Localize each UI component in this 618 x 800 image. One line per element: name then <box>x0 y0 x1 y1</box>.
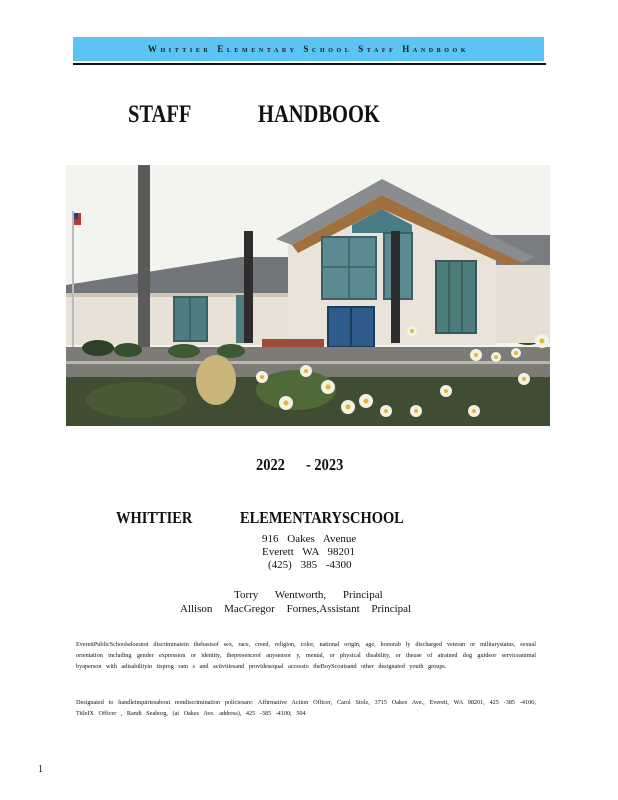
principal-line: Torry Wentworth, Principal <box>234 589 383 601</box>
school-name-part2: ELEMENTARYSCHOOL <box>240 508 404 527</box>
title-handbook: HANDBOOK <box>258 101 380 128</box>
school-building-photo <box>66 165 550 426</box>
school-name-part1: WHITTIER <box>116 508 193 527</box>
nondiscrimination-notice: EverettPublicSchoolsdoesnot discriminatein thebasisof sex, race, creed, religion, color, national origin, age, honorab ly discharged veteran or militarystatus, sexual orientation including gender expression or identity, thepresenceof anysensor y, mental, or physical disability, or theuse of atrained dog guideor serviceanimal byaperson with adisabilityin itsprog ram s and activitiesand providesequal accessto theBoyScoutsand other designated youth groups. <box>76 641 536 670</box>
school-year-start: 2022 <box>256 455 285 474</box>
school-street: 916 Oakes Avenue <box>262 533 357 545</box>
nondiscrimination-contacts: Designated to handleinquiriesabout nondiscrimination policiesare: Affirmative Action Officer, Carol Stolz, 3715 Oakes Ave., Everett, WA 98201, 425 -385 -4106; TitleIX Officer , Randi Seaborg, (at Oakes Ave. address), 425 -385 -4100; 504 <box>76 699 536 717</box>
header-rule <box>73 63 546 65</box>
title-staff: STAFF <box>128 101 192 128</box>
school-city: Everett WA 98201 <box>262 546 356 558</box>
assistant-principal-line: Allison MacGregor Fornes,Assistant Principal <box>180 603 412 615</box>
banner-title: Whittier Elementary School Staff Handbook <box>147 44 470 54</box>
school-phone: (425) 385 -4300 <box>268 559 352 571</box>
page-number: 1 <box>38 764 43 775</box>
school-year-end: - 2023 <box>306 455 344 474</box>
header-banner <box>73 37 544 61</box>
